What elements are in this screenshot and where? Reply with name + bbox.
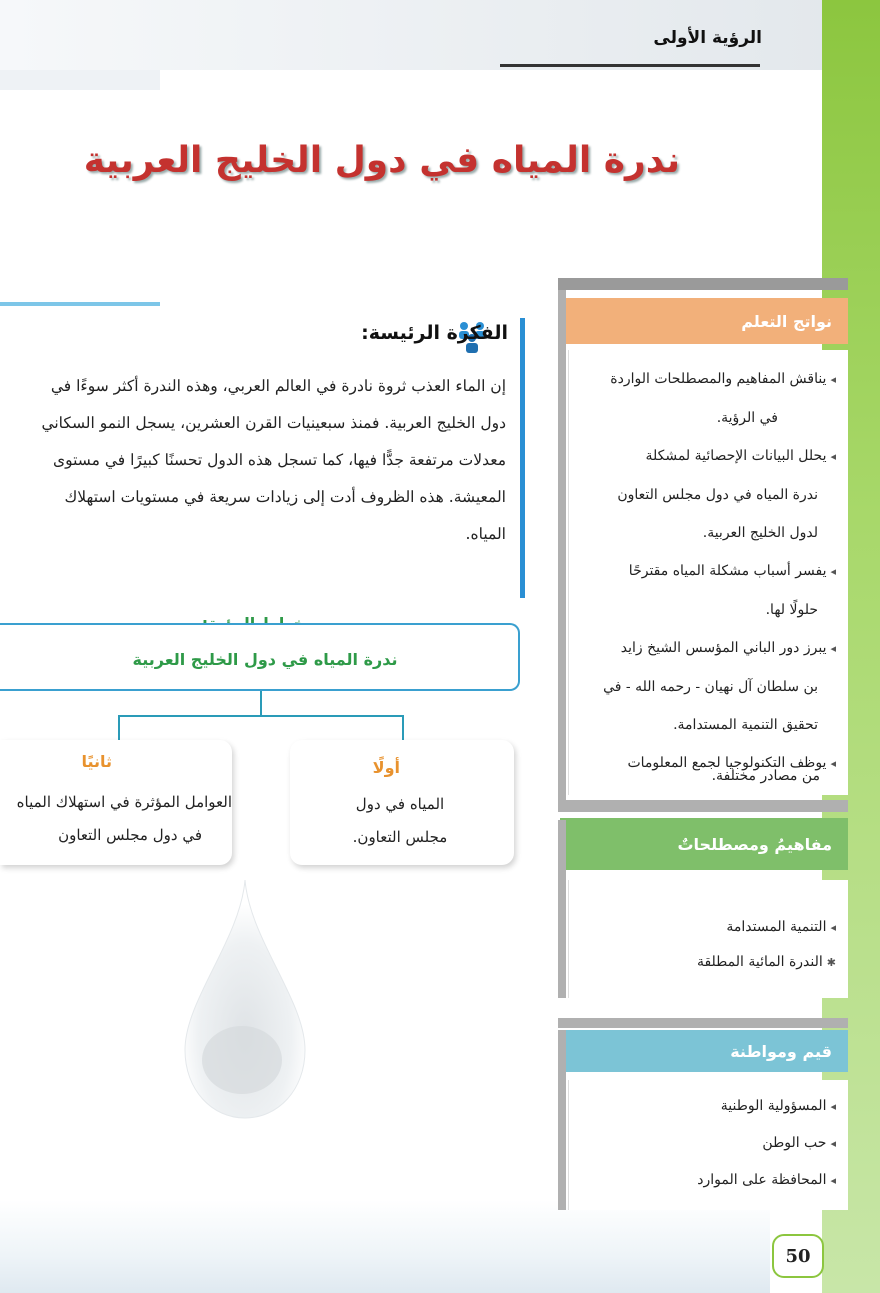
outcomes-left-rule (558, 290, 566, 800)
outcome-text: يحلل البيانات الإحصائية لمشكلة (645, 448, 827, 464)
bullet-icon: ◂ (830, 373, 836, 386)
concepts-header (560, 818, 848, 870)
bullet-icon: ◂ (830, 565, 836, 578)
concept-item (569, 910, 848, 945)
top-band-tail (0, 70, 160, 90)
outcome-text: بن سلطان آل نهيان - رحمه الله - في (603, 679, 818, 695)
concepts-heading: مفاهيمُ ومصطلحاتٌ (677, 834, 832, 854)
outcome-text: حلولًا لها. (765, 602, 818, 618)
value-item (569, 1162, 848, 1199)
page-title: ندرة المياه في دول الخليج العربية (83, 140, 680, 181)
main-idea-line: المياه. (465, 525, 506, 543)
outcome-text: لدول الخليج العربية. (702, 525, 818, 541)
value-text: حب الوطن (762, 1135, 827, 1151)
outcomes-heading: نواتج التعلم (741, 311, 832, 331)
outcomes-header (560, 298, 848, 344)
idea-side-bar (520, 318, 525, 598)
values-header (560, 1030, 848, 1072)
outcomes-body (568, 350, 848, 795)
bullet-icon: ◂ (830, 757, 836, 770)
outcome-text: يبرز دور الباني المؤسس الشيخ زايد (620, 640, 827, 656)
outcome-text: ندرة المياه في دول مجلس التعاون (617, 487, 818, 503)
concepts-top-rule (558, 800, 848, 812)
bullet-icon: ◂ (830, 450, 836, 463)
bullet-icon: ◂ (830, 1137, 836, 1150)
plan-connector-left (118, 715, 120, 741)
main-idea-paragraph (0, 368, 506, 553)
outcome-text: تحقيق التنمية المستدامة. (673, 717, 818, 733)
concept-text: الندرة المائية المطلقة (696, 954, 823, 970)
plan-connector-stem (260, 691, 262, 716)
outcome-text: في الرؤية. (716, 410, 778, 426)
plan-connector-bar (118, 715, 404, 717)
concepts-body (568, 880, 848, 998)
section-underline (500, 64, 760, 67)
asterisk-icon: ✱ (826, 956, 836, 969)
values-body (568, 1080, 848, 1210)
water-footer-decoration (0, 1200, 770, 1293)
outcome-line (569, 706, 848, 744)
bullet-icon: ◂ (830, 921, 836, 934)
concepts-left-rule (558, 820, 566, 998)
values-top-rule (558, 1018, 848, 1028)
branch-second-text (0, 786, 232, 852)
main-idea-line: المعيشة. هذه الظروف أدت إلى زيادات سريعة في مستويات استهلاك (64, 488, 506, 506)
outcome-text: يوظف التكنولوجيا لجمع المعلومات (627, 755, 827, 771)
outcome-text: يفسر أسباب مشكلة المياه مقترحًا (628, 563, 827, 579)
outcome-line (569, 476, 848, 514)
outcome-line (569, 668, 848, 706)
branch-first-label: أولًا (372, 758, 400, 777)
main-idea-line: دول الخليج العربية. فمنذ سبعينيات القرن العشرين، يسجل النمو السكاني (41, 414, 506, 432)
branch-first-line: المياه في دول (355, 795, 445, 813)
plan-connector-right (402, 715, 404, 741)
outcome-line (569, 591, 848, 629)
branch-first-text (290, 788, 510, 854)
branch-second-line: العوامل المؤثرة في استهلاك المياه (16, 793, 232, 811)
values-left-rule (558, 1030, 566, 1210)
idea-accent-stripe (0, 302, 160, 306)
section-label: الرؤية الأولى (653, 28, 762, 48)
branch-second-label: ثانيًا (81, 752, 112, 771)
branch-second-line: في دول مجلس التعاون (58, 826, 202, 844)
plan-root-text: ندرة المياه في دول الخليج العربية (132, 650, 398, 669)
concept-text: التنمية المستدامة (726, 919, 827, 935)
outcome-line (569, 360, 848, 399)
main-idea-line: إن الماء العذب ثروة نادرة في العالم العربي، وهذه الندرة أكثر سوءًا في (50, 377, 506, 395)
main-idea-line: معدلات مرتفعة جدًّا فيها، كما تسجل هذه الدول تحسنًا كبيرًا في مستوى (52, 451, 506, 469)
branch-first-line: مجلس التعاون. (352, 828, 448, 846)
bullet-icon: ◂ (830, 1100, 836, 1113)
bullet-icon: ◂ (830, 1174, 836, 1187)
outcome-line (569, 514, 848, 552)
bullet-icon: ◂ (830, 642, 836, 655)
page-number: 50 (772, 1234, 824, 1278)
value-item (569, 1088, 848, 1125)
value-item (569, 1125, 848, 1162)
outcome-line (569, 437, 848, 476)
water-drop-illustration (180, 880, 310, 1120)
value-text: المحافظة على الموارد (697, 1172, 827, 1188)
main-idea-heading: الفكرة الرئيسة: (361, 322, 508, 344)
outcome-text: يناقش المفاهيم والمصطلحات الواردة (610, 371, 827, 387)
values-heading: قيم ومواطنة (730, 1041, 832, 1061)
outcome-line (569, 629, 848, 668)
value-text: المسؤولية الوطنية (720, 1098, 827, 1114)
outcome-line (569, 399, 848, 437)
outcome-line (569, 552, 848, 591)
sidebar-top-rule (558, 278, 848, 290)
outcome-line-last: من مصادر مختلفة. (711, 768, 820, 784)
concept-item (569, 945, 848, 980)
